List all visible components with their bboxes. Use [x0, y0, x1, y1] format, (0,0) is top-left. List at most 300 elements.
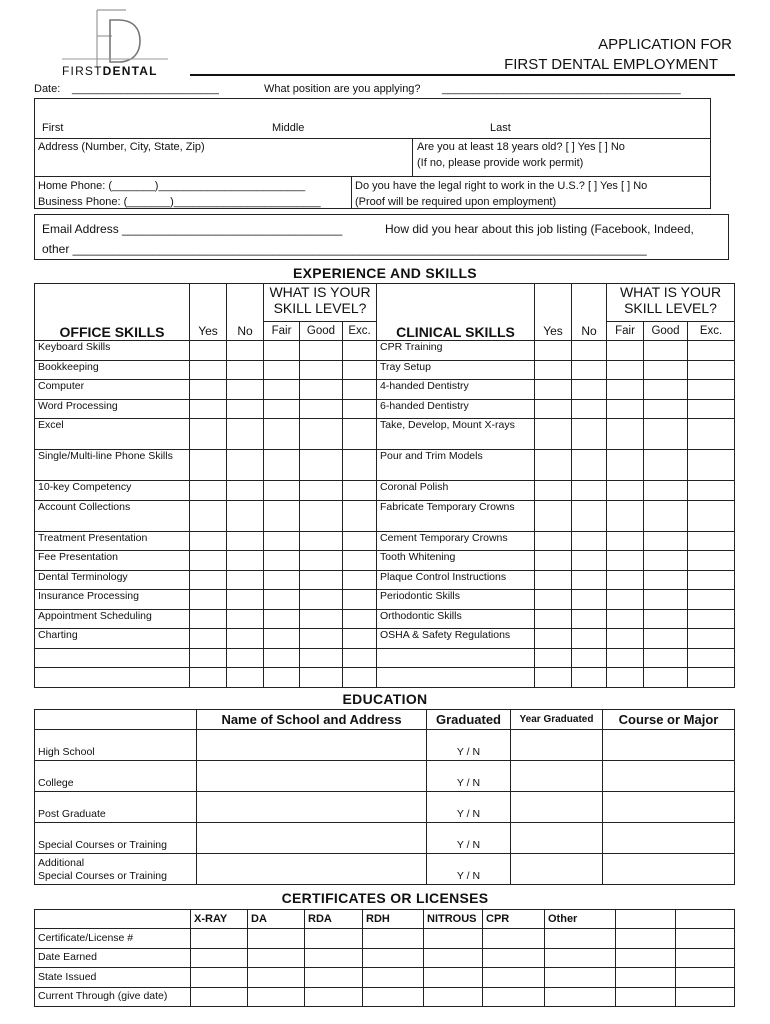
certificate-row: [35, 987, 735, 1007]
education-title: EDUCATION: [342, 691, 428, 707]
certificate-cell[interactable]: [305, 929, 363, 949]
clinical-no-cell[interactable]: [572, 360, 607, 380]
title-rule: [190, 74, 735, 76]
certificate-column-header: NITROUS: [424, 910, 483, 929]
certificate-cell[interactable]: [191, 987, 248, 1007]
graduated-yn-cell[interactable]: Y / N: [427, 792, 511, 823]
certificate-column-header: [676, 910, 735, 929]
office-no-cell[interactable]: [227, 570, 264, 590]
clinical-skill-level-header: WHAT IS YOUR SKILL LEVEL?: [607, 284, 735, 322]
clinical-exc-cell[interactable]: [688, 380, 735, 400]
office-good-cell[interactable]: [300, 341, 343, 361]
certificate-cell[interactable]: [248, 968, 305, 988]
office-good-cell[interactable]: [300, 481, 343, 501]
office-no-cell[interactable]: [227, 629, 264, 649]
clinical-exc-cell[interactable]: [688, 341, 735, 361]
clinical-no-cell[interactable]: [572, 551, 607, 571]
office-exc-cell[interactable]: [343, 419, 377, 450]
course-major-cell[interactable]: [603, 854, 735, 885]
clinical-yes-cell[interactable]: [535, 419, 572, 450]
clinical-good-cell[interactable]: [644, 629, 688, 649]
course-major-cell[interactable]: [603, 823, 735, 854]
certificate-column-header: X-RAY: [191, 910, 248, 929]
skills-row: [35, 341, 735, 361]
office-no-cell[interactable]: [227, 481, 264, 501]
clinical-good-cell[interactable]: [644, 590, 688, 610]
office-exc-cell[interactable]: [343, 531, 377, 551]
education-blank-header: [35, 710, 197, 730]
office-fair-cell[interactable]: [264, 450, 300, 481]
certificate-cell[interactable]: [676, 948, 735, 968]
certificate-cell[interactable]: [616, 948, 676, 968]
clinical-good-cell[interactable]: [644, 450, 688, 481]
clinical-exc-cell[interactable]: [688, 570, 735, 590]
clinical-skill-label: [377, 668, 535, 688]
year-graduated-cell[interactable]: [511, 823, 603, 854]
certificate-cell[interactable]: [483, 929, 545, 949]
course-major-cell[interactable]: [603, 792, 735, 823]
clinical-yes-cell[interactable]: [535, 609, 572, 629]
clinical-no-cell[interactable]: [572, 629, 607, 649]
office-yes-cell[interactable]: [190, 648, 227, 668]
office-good-cell[interactable]: [300, 551, 343, 571]
graduated-yn-cell[interactable]: Y / N: [427, 761, 511, 792]
clinical-skill-label: Tray Setup: [377, 360, 535, 380]
school-name-cell[interactable]: [197, 761, 427, 792]
office-no-cell[interactable]: [227, 360, 264, 380]
office-good-cell[interactable]: [300, 500, 343, 531]
certificates-blank-header: [35, 910, 191, 929]
certificate-cell[interactable]: [545, 929, 616, 949]
clinical-exc-cell[interactable]: [688, 531, 735, 551]
office-no-cell[interactable]: [227, 531, 264, 551]
office-exc-cell[interactable]: [343, 551, 377, 571]
office-fair-cell[interactable]: [264, 648, 300, 668]
office-yes-cell[interactable]: [190, 570, 227, 590]
clinical-exc-cell[interactable]: [688, 668, 735, 688]
clinical-good-cell[interactable]: [644, 648, 688, 668]
education-row: [35, 730, 735, 761]
office-yes-cell[interactable]: [190, 500, 227, 531]
office-exc-cell[interactable]: [343, 648, 377, 668]
office-fair-cell[interactable]: [264, 419, 300, 450]
education-row: [35, 854, 735, 885]
clinical-skill-label: OSHA & Safety Regulations: [377, 629, 535, 649]
clinical-exc-cell[interactable]: [688, 399, 735, 419]
year-graduated-cell[interactable]: [511, 730, 603, 761]
office-no-cell[interactable]: [227, 668, 264, 688]
position-label: What position are you applying?: [264, 83, 421, 95]
clinical-exc-cell[interactable]: [688, 551, 735, 571]
applicant-info-box: [34, 98, 711, 209]
school-name-cell[interactable]: [197, 854, 427, 885]
office-exc-cell[interactable]: [343, 570, 377, 590]
office-no-cell[interactable]: [227, 419, 264, 450]
office-fair-cell[interactable]: [264, 500, 300, 531]
clinical-exc-cell[interactable]: [688, 360, 735, 380]
certificate-cell[interactable]: [305, 948, 363, 968]
certificate-cell[interactable]: [616, 929, 676, 949]
clinical-no-cell[interactable]: [572, 570, 607, 590]
clinical-good-cell[interactable]: [644, 531, 688, 551]
certificate-cell[interactable]: [191, 968, 248, 988]
clinical-no-cell[interactable]: [572, 380, 607, 400]
certificate-row-label: Certificate/License #: [35, 929, 191, 949]
first-name-field[interactable]: First: [42, 122, 64, 134]
clinical-yes-cell[interactable]: [535, 481, 572, 501]
school-name-cell[interactable]: [197, 792, 427, 823]
clinical-good-header: Good: [644, 322, 688, 341]
clinical-exc-cell[interactable]: [688, 419, 735, 450]
education-row: [35, 761, 735, 792]
clinical-fair-cell[interactable]: [607, 668, 644, 688]
office-exc-cell[interactable]: [343, 500, 377, 531]
skills-row: [35, 648, 735, 668]
certificate-cell[interactable]: [305, 987, 363, 1007]
clinical-good-cell[interactable]: [644, 399, 688, 419]
office-skill-label: Excel: [35, 419, 190, 450]
office-exc-cell[interactable]: [343, 341, 377, 361]
certificate-cell[interactable]: [363, 948, 424, 968]
office-exc-cell[interactable]: [343, 668, 377, 688]
certificate-cell[interactable]: [424, 968, 483, 988]
office-no-cell[interactable]: [227, 609, 264, 629]
clinical-skill-label: [377, 648, 535, 668]
business-phone-field[interactable]: Business Phone: (_______)________________________: [38, 196, 321, 208]
office-exc-cell[interactable]: [343, 399, 377, 419]
clinical-exc-cell[interactable]: [688, 500, 735, 531]
office-fair-cell[interactable]: [264, 668, 300, 688]
clinical-fair-cell[interactable]: [607, 500, 644, 531]
office-fair-cell[interactable]: [264, 341, 300, 361]
title-line-2: FIRST DENTAL EMPLOYMENT: [504, 56, 718, 73]
certificate-cell[interactable]: [483, 948, 545, 968]
office-good-cell[interactable]: [300, 360, 343, 380]
office-yes-cell[interactable]: [190, 629, 227, 649]
office-no-cell[interactable]: [227, 648, 264, 668]
position-field[interactable]: _______________________________________: [442, 83, 681, 95]
certificate-cell[interactable]: [616, 987, 676, 1007]
office-fair-header: Fair: [264, 322, 300, 341]
school-name-cell[interactable]: [197, 730, 427, 761]
office-exc-cell[interactable]: [343, 590, 377, 610]
office-exc-cell[interactable]: [343, 609, 377, 629]
office-good-cell[interactable]: [300, 590, 343, 610]
office-no-header: No: [227, 284, 264, 341]
applicant-divider-v1: [412, 138, 413, 176]
clinical-good-cell[interactable]: [644, 481, 688, 501]
office-fair-cell[interactable]: [264, 531, 300, 551]
clinical-no-cell[interactable]: [572, 648, 607, 668]
office-good-cell[interactable]: [300, 648, 343, 668]
clinical-yes-cell[interactable]: [535, 590, 572, 610]
office-skill-label: Word Processing: [35, 399, 190, 419]
clinical-yes-header: Yes: [535, 284, 572, 341]
certificate-column-header: DA: [248, 910, 305, 929]
clinical-no-cell[interactable]: [572, 341, 607, 361]
year-graduated-cell[interactable]: [511, 854, 603, 885]
graduated-header: Graduated: [427, 710, 511, 730]
certificate-row-label: Date Earned: [35, 948, 191, 968]
office-good-header: Good: [300, 322, 343, 341]
clinical-fair-cell[interactable]: [607, 531, 644, 551]
office-skill-label: Bookkeeping: [35, 360, 190, 380]
office-fair-cell[interactable]: [264, 590, 300, 610]
last-name-field[interactable]: Last: [490, 122, 511, 134]
office-fair-cell[interactable]: [264, 551, 300, 571]
office-no-cell[interactable]: [227, 399, 264, 419]
clinical-good-cell[interactable]: [644, 551, 688, 571]
clinical-yes-cell[interactable]: [535, 648, 572, 668]
office-yes-header: Yes: [190, 284, 227, 341]
office-good-cell[interactable]: [300, 399, 343, 419]
clinical-yes-cell[interactable]: [535, 450, 572, 481]
logo-dental: DENTAL: [102, 64, 158, 78]
applicant-divider-2: [34, 176, 711, 177]
clinical-no-header: No: [572, 284, 607, 341]
clinical-exc-cell[interactable]: [688, 481, 735, 501]
clinical-good-cell[interactable]: [644, 341, 688, 361]
office-good-cell[interactable]: [300, 419, 343, 450]
office-yes-cell[interactable]: [190, 380, 227, 400]
date-field[interactable]: ________________________: [72, 83, 219, 95]
office-good-cell[interactable]: [300, 570, 343, 590]
other-field[interactable]: other ______________________________________________________________________________________: [42, 242, 647, 256]
certificate-cell[interactable]: [424, 948, 483, 968]
office-good-cell[interactable]: [300, 629, 343, 649]
office-yes-cell[interactable]: [190, 360, 227, 380]
experience-title: EXPERIENCE AND SKILLS: [293, 265, 477, 281]
office-no-cell[interactable]: [227, 380, 264, 400]
office-fair-cell[interactable]: [264, 570, 300, 590]
clinical-fair-cell[interactable]: [607, 551, 644, 571]
clinical-fair-cell[interactable]: [607, 629, 644, 649]
office-exc-cell[interactable]: [343, 380, 377, 400]
education-level-label: Additional Special Courses or Training: [35, 854, 197, 885]
age-question[interactable]: Are you at least 18 years old? [ ] Yes [ ] No: [417, 141, 625, 153]
certificate-row: [35, 948, 735, 968]
certificate-cell[interactable]: [676, 929, 735, 949]
office-exc-cell[interactable]: [343, 450, 377, 481]
office-fair-cell[interactable]: [264, 360, 300, 380]
clinical-yes-cell[interactable]: [535, 551, 572, 571]
skills-row: [35, 399, 735, 419]
clinical-good-cell[interactable]: [644, 609, 688, 629]
certificate-cell[interactable]: [191, 948, 248, 968]
skills-row: [35, 570, 735, 590]
education-level-label: College: [35, 761, 197, 792]
clinical-skill-label: 6-handed Dentistry: [377, 399, 535, 419]
graduated-yn-cell[interactable]: Y / N: [427, 854, 511, 885]
clinical-yes-cell[interactable]: [535, 380, 572, 400]
office-yes-cell[interactable]: [190, 450, 227, 481]
clinical-yes-cell[interactable]: [535, 500, 572, 531]
skills-table: [34, 283, 735, 688]
office-yes-cell[interactable]: [190, 590, 227, 610]
clinical-fair-cell[interactable]: [607, 341, 644, 361]
office-fair-cell[interactable]: [264, 380, 300, 400]
clinical-good-cell[interactable]: [644, 360, 688, 380]
office-good-cell[interactable]: [300, 380, 343, 400]
office-skill-label: Keyboard Skills: [35, 341, 190, 361]
clinical-good-cell[interactable]: [644, 570, 688, 590]
certificate-cell[interactable]: [305, 968, 363, 988]
clinical-skill-label: Tooth Whitening: [377, 551, 535, 571]
skills-row: [35, 380, 735, 400]
certificate-row: [35, 929, 735, 949]
office-yes-cell[interactable]: [190, 481, 227, 501]
clinical-fair-cell[interactable]: [607, 399, 644, 419]
title-line-1: APPLICATION FOR: [598, 36, 732, 53]
year-graduated-header: Year Graduated: [511, 710, 603, 730]
clinical-good-cell[interactable]: [644, 419, 688, 450]
office-exc-header: Exc.: [343, 322, 377, 341]
course-major-cell[interactable]: [603, 730, 735, 761]
skills-row: [35, 609, 735, 629]
clinical-no-cell[interactable]: [572, 590, 607, 610]
office-exc-cell[interactable]: [343, 481, 377, 501]
certificate-cell[interactable]: [545, 968, 616, 988]
certificate-cell[interactable]: [191, 929, 248, 949]
office-yes-cell[interactable]: [190, 551, 227, 571]
clinical-no-cell[interactable]: [572, 481, 607, 501]
clinical-exc-header: Exc.: [688, 322, 735, 341]
clinical-no-cell[interactable]: [572, 419, 607, 450]
address-field[interactable]: Address (Number, City, State, Zip): [38, 141, 205, 153]
clinical-skill-label: 4-handed Dentistry: [377, 380, 535, 400]
skills-row: [35, 500, 735, 531]
clinical-no-cell[interactable]: [572, 399, 607, 419]
legal-right-question[interactable]: Do you have the legal right to work in the U.S.? [ ] Yes [ ] No: [355, 180, 648, 192]
certificate-cell[interactable]: [363, 968, 424, 988]
clinical-no-cell[interactable]: [572, 531, 607, 551]
year-graduated-cell[interactable]: [511, 792, 603, 823]
clinical-good-cell[interactable]: [644, 380, 688, 400]
clinical-no-cell[interactable]: [572, 500, 607, 531]
certificate-column-header: Other: [545, 910, 616, 929]
clinical-yes-cell[interactable]: [535, 570, 572, 590]
year-graduated-cell[interactable]: [511, 761, 603, 792]
office-fair-cell[interactable]: [264, 481, 300, 501]
certificate-cell[interactable]: [363, 929, 424, 949]
office-yes-cell[interactable]: [190, 668, 227, 688]
clinical-fair-cell[interactable]: [607, 648, 644, 668]
clinical-no-cell[interactable]: [572, 609, 607, 629]
logo-wordmark: [62, 64, 158, 78]
certificate-row-label: State Issued: [35, 968, 191, 988]
clinical-fair-cell[interactable]: [607, 380, 644, 400]
clinical-exc-cell[interactable]: [688, 450, 735, 481]
certificate-cell[interactable]: [616, 968, 676, 988]
clinical-fair-cell[interactable]: [607, 419, 644, 450]
office-yes-cell[interactable]: [190, 531, 227, 551]
certificate-cell[interactable]: [424, 929, 483, 949]
clinical-yes-cell[interactable]: [535, 399, 572, 419]
office-exc-cell[interactable]: [343, 360, 377, 380]
clinical-yes-cell[interactable]: [535, 341, 572, 361]
certificate-cell[interactable]: [363, 987, 424, 1007]
clinical-exc-cell[interactable]: [688, 629, 735, 649]
applicant-divider-1: [34, 138, 711, 139]
clinical-exc-cell[interactable]: [688, 648, 735, 668]
skills-row: [35, 481, 735, 501]
certificate-cell[interactable]: [483, 987, 545, 1007]
certificate-cell[interactable]: [424, 987, 483, 1007]
clinical-no-cell[interactable]: [572, 668, 607, 688]
certificate-cell[interactable]: [545, 987, 616, 1007]
office-no-cell[interactable]: [227, 551, 264, 571]
office-skill-label: 10-key Competency: [35, 481, 190, 501]
certificate-row: [35, 968, 735, 988]
office-no-cell[interactable]: [227, 341, 264, 361]
office-yes-cell[interactable]: [190, 419, 227, 450]
office-skill-label: Treatment Presentation: [35, 531, 190, 551]
home-phone-field[interactable]: Home Phone: (_______)________________________: [38, 180, 306, 192]
office-no-cell[interactable]: [227, 500, 264, 531]
clinical-yes-cell[interactable]: [535, 360, 572, 380]
course-major-cell[interactable]: [603, 761, 735, 792]
middle-name-field[interactable]: Middle: [272, 122, 305, 134]
clinical-good-cell[interactable]: [644, 668, 688, 688]
certificate-cell[interactable]: [248, 929, 305, 949]
education-row: [35, 823, 735, 854]
office-fair-cell[interactable]: [264, 399, 300, 419]
office-skill-label: Fee Presentation: [35, 551, 190, 571]
clinical-yes-cell[interactable]: [535, 668, 572, 688]
certificate-cell[interactable]: [676, 968, 735, 988]
office-fair-cell[interactable]: [264, 629, 300, 649]
clinical-yes-cell[interactable]: [535, 531, 572, 551]
office-good-cell[interactable]: [300, 450, 343, 481]
clinical-good-cell[interactable]: [644, 500, 688, 531]
clinical-fair-cell[interactable]: [607, 360, 644, 380]
office-exc-cell[interactable]: [343, 629, 377, 649]
clinical-fair-cell[interactable]: [607, 450, 644, 481]
office-skills-header: OFFICE SKILLS: [35, 284, 190, 341]
clinical-fair-cell[interactable]: [607, 481, 644, 501]
certificate-cell[interactable]: [248, 987, 305, 1007]
clinical-fair-cell[interactable]: [607, 590, 644, 610]
office-yes-cell[interactable]: [190, 399, 227, 419]
office-good-cell[interactable]: [300, 609, 343, 629]
office-skill-label: Single/Multi-line Phone Skills: [35, 450, 190, 481]
email-field[interactable]: Email Address _________________________________: [42, 222, 343, 236]
graduated-yn-cell[interactable]: Y / N: [427, 823, 511, 854]
certificate-cell[interactable]: [676, 987, 735, 1007]
office-no-cell[interactable]: [227, 590, 264, 610]
office-yes-cell[interactable]: [190, 609, 227, 629]
education-level-label: Special Courses or Training: [35, 823, 197, 854]
certificate-cell[interactable]: [483, 968, 545, 988]
office-good-cell[interactable]: [300, 531, 343, 551]
school-name-cell[interactable]: [197, 823, 427, 854]
clinical-fair-cell[interactable]: [607, 570, 644, 590]
certificate-cell[interactable]: [545, 948, 616, 968]
office-skill-label: Charting: [35, 629, 190, 649]
clinical-skill-label: Cement Temporary Crowns: [377, 531, 535, 551]
office-no-cell[interactable]: [227, 450, 264, 481]
certificate-cell[interactable]: [248, 948, 305, 968]
clinical-no-cell[interactable]: [572, 450, 607, 481]
office-good-cell[interactable]: [300, 668, 343, 688]
clinical-exc-cell[interactable]: [688, 609, 735, 629]
graduated-yn-cell[interactable]: Y / N: [427, 730, 511, 761]
clinical-yes-cell[interactable]: [535, 629, 572, 649]
office-yes-cell[interactable]: [190, 341, 227, 361]
clinical-exc-cell[interactable]: [688, 590, 735, 610]
office-fair-cell[interactable]: [264, 609, 300, 629]
clinical-fair-cell[interactable]: [607, 609, 644, 629]
